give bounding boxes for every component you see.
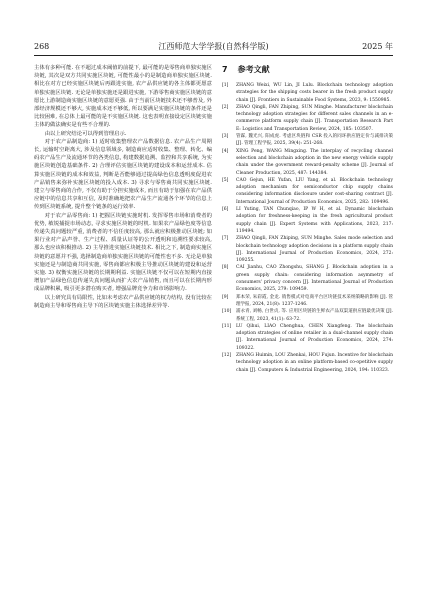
reference-index: [11] bbox=[222, 323, 232, 329]
reference-index: [7] bbox=[222, 236, 229, 242]
reference-index: [4] bbox=[222, 148, 229, 154]
reference-item bbox=[222, 352, 393, 374]
reference-item bbox=[222, 235, 393, 264]
section-title: 参考文献 bbox=[237, 65, 270, 74]
right-column bbox=[222, 64, 393, 374]
reference-item bbox=[222, 148, 393, 177]
reference-index: [2] bbox=[222, 104, 229, 110]
reference-text: ZHAO Qingli, FAN Zhiping, SUN Minghe. Sales mode selection and blockchain technology adoption decisions in a platform supply chain [J]. International Journal of Production Economics, 2024, 272: 109255. bbox=[236, 236, 393, 264]
body-paragraph: 以上研究具有局限性, 比如未考虑农产品供应链的权力结构, 没有比较在制造商主导和零售商主导下的区块链实施主体选择差异等. bbox=[34, 294, 212, 309]
reference-index: [10] bbox=[222, 309, 232, 315]
reference-text: 管霖, 魏光兴, 阳成虎. 考虑区块链和 CSR 投入的同环供应链定价与减排决策 [J]. 管理工程学报, 2025, 39(4): 251-268. bbox=[236, 134, 393, 147]
reference-index: [8] bbox=[222, 265, 229, 271]
reference-text: CAI Jianhu, CAO Zhongshu, SHANG J. Blockchain adoption in a green supply chain: considering information asymmetry of consumers' privacy concern [J]. International Journal of Production Economics, 2025, 279: 109459. bbox=[236, 265, 393, 293]
reference-item bbox=[222, 177, 393, 206]
reference-item bbox=[222, 264, 393, 293]
publication-year: 2025 年 bbox=[362, 42, 393, 51]
body-paragraph: 对于农产品制造商: 1) 适时收集整理农产品数据信息. 农产品生产周期长, 运输时空距离大, 涉及信息领域多, 制造商应适时收集、整理、转化、编码农产品生产及流通环节的各类信息, 构建数据追溯、监控和共享系统, 为实施区块链创造基础条件. 2) 合理评估实施区块链的建设成本和运营成本. 估算实施区块链的成本和效益, 判断是否能够通过提高绿色信息透明度促进农产品销售来弥补实施区块链的投入成本. 3) 寻求与零售商共同实施区块链. 建立与零售商的合作, 不仅有助于分担实施成本, 而且有助于加强在农产品供应链中的信息共享和互信, 及时准确地把农产品生产流通各个环节的信息上传到区块链系统, 提升整个链条的运行效率. bbox=[34, 138, 212, 211]
reference-index: [12] bbox=[222, 352, 232, 358]
reference-text: LU Qihui, LIAO Chenghua, CHEN Xiangfeng. The blockchain adoption strategies of online retailer in a dual-channel supply chain [J]. International Journal of Production Economics, 2024, 274: 109322. bbox=[236, 323, 393, 351]
reference-text: 郑本荣, 朱彩霞, 金龙. 销售模式对电商平台区块链技术采纳策略的影响 [J]. 管理学报, 2024, 21(8): 1237-1246. bbox=[236, 294, 393, 307]
body-paragraph: 对于农产品零售商: 1) 把握区块链实施时机. 发挥零售市场和消费者的优势, 敏锐捕捉市场动态, 寻求实施区块链的时机. 如果农产品绿色度等信息传递失真问题较严重, 消费者的不信任度较高, 那么就应积极推动区块链; 如果行业对产品声誉、生产过程、质量认证等的公开透明和追溯性要求较高, 那么也应该积极推动. 2) 主导推进实施区块链技术. 相比之下, 制造商实施区块链的意愿并不强, 选择制造商单独实施区块链的可能性也不多. 无论是单独实施还是与制造商共同实施, 零售商都应积极主导推动区块链的建设和运营实施. 3) 权衡实施区块链的长期期利益. 实施区块链不仅可以在短期内直接增加产品绿色信息传递失真问题从而扩大农产品销售, 而且可以在长期内形成品牌积累, 吸引更多潜在购买者, 增强品牌竞争力和市场影响力. bbox=[34, 212, 212, 293]
journal-title: 江西师范大学学报(自然科学版) bbox=[158, 42, 269, 51]
reference-text: 浦永青, 刘畅, 白世贞, 等. 应用区块链的生鲜农产品双渠道供应链最优决策 [J]. 系统工程, 2023, 41(1): 63-72. bbox=[236, 309, 393, 322]
left-column bbox=[34, 64, 212, 310]
reference-item bbox=[222, 294, 393, 309]
reference-list bbox=[222, 82, 393, 374]
reference-text: ZHANG Weixi, WU Lin, JI Lulu. Blockchain technology adoption strategies for the shipping costs bearer in the fresh product supply chain [J]. Frontiers in Sustainable Food Systems, 2023, 9: 1550985. bbox=[236, 83, 393, 103]
section-number: 7 bbox=[222, 65, 228, 74]
references-heading bbox=[222, 64, 393, 76]
reference-index: [9] bbox=[222, 294, 229, 300]
reference-index: [1] bbox=[222, 83, 229, 88]
reference-index: [5] bbox=[222, 177, 229, 183]
reference-text: LI Yuting, TAN Chunqiao, IP W H, et al. Dynamic blockchain adoption for freshness-keeping in the fresh agricultural product supply chain [J]. Expert Systems with Applications, 2023, 217: 119494. bbox=[236, 207, 393, 234]
reference-index: [3] bbox=[222, 134, 229, 140]
reference-item bbox=[222, 133, 393, 148]
page-number: 268 bbox=[34, 42, 50, 51]
body-paragraph: 主体有多种可能. 在不超过成本阈值的前提下, 最可能的是零售商单独实施区块链, 其次是双方共同实施区块链, 可能性最小的是制造商单独实施区块链. 相比在对方已经实施区块链后再跟进实施, 农产品供应链的各主体都更愿意单独实施区块链. 无论是单独实施还是跟进实施, 下游零售商实施区块链的意愿比上游制造商实施区块链的意愿更强. 由于当前区块链技术还不够普及, 外部经济规模还不够大, 实施成本还不够低, 所以要满足实施区块链的条件还是比较困难, 在总体上最可能的是不实施区块链. 这也表明直接设定区块链实施主体的做法确实是有些不合理的. bbox=[34, 65, 212, 129]
reference-item bbox=[222, 323, 393, 352]
reference-text: ZHAO Qingli, FAN Zhiping, SUN Minghe. Manufacturer blockchain technology adoption strategies for different sales channels in an e-commerce platform supply chain [J]. Transportation Research Part E: Logistics and Transportation Review, 2024, 185: 103507. bbox=[236, 104, 393, 132]
reference-item bbox=[222, 308, 393, 323]
reference-item bbox=[222, 82, 393, 104]
reference-text: ZHANG Huimin, LOU Zhenkai, HOU Fujun. Incentive for blockchain technology adoption in an online platform-based co-opetitive supply chain [J]. Computers & Industrial Engineering, 2024, 194: 110323. bbox=[236, 352, 393, 373]
reference-index: [6] bbox=[222, 207, 229, 213]
reference-item bbox=[222, 104, 393, 133]
body-paragraph: 由以上研究结论可以得到管理启示. bbox=[44, 130, 127, 137]
header-rule bbox=[34, 55, 393, 56]
page-header bbox=[34, 40, 393, 52]
reference-item bbox=[222, 206, 393, 235]
reference-text: XING Peng, WANG Mingxing. The interplay of recycling channel selection and blockchain adoption in the new energy vehicle supply chain under the government reward-penalty scheme [J]. Journal of Cleaner Production, 2025, 487: 144384. bbox=[236, 148, 393, 176]
reference-text: CAO Gejun, HE Yufan, LIU Yang, et al. Blockchain technology adoption mechanism for semiconductor chip supply chains considering information disclosure under cost-sharing contract [J]. International Journal of Production Economics, 2025, 282: 109496. bbox=[236, 177, 393, 205]
